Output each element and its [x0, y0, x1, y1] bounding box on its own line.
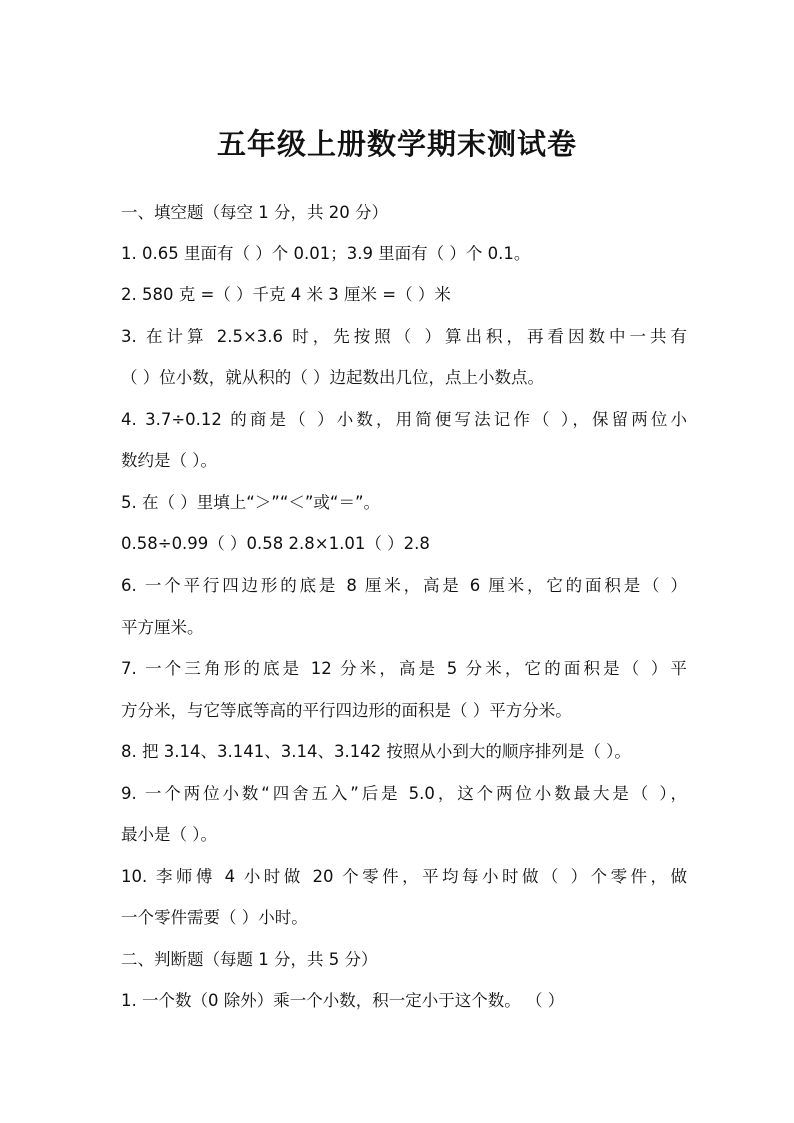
- question-line: 1. 0.65 里面有（ ）个 0.01；3.9 里面有（ ）个 0.1。: [121, 244, 531, 263]
- question-line-continued: 数约是（ ）。: [121, 451, 217, 470]
- question-line-continued: 平方厘米。: [121, 618, 204, 637]
- question-line: 1. 一个数（0 除外）乘一个小数，积一定小于这个数。 （ ）: [121, 991, 565, 1010]
- question-line: 2. 580 克 =（ ）千克 4 米 3 厘米 =（ ）米: [121, 285, 451, 304]
- question-line: 10. 李师傅 4 小时做 20 个零件，平均每小时做（ ）个零件，做: [121, 867, 687, 886]
- question-line: 0.58÷0.99（ ）0.58 2.8×1.01（ ）2.8: [121, 534, 430, 553]
- question-line: 9. 一个两位小数“四舍五入”后是 5.0，这个两位小数最大是（ ），: [121, 784, 687, 803]
- question-line: 4. 3.7÷0.12 的商是（ ）小数，用简便写法记作（ ），保留两位小: [121, 410, 687, 429]
- question-line: 7. 一个三角形的底是 12 分米，高是 5 分米，它的面积是（ ）平: [121, 659, 687, 678]
- question-line: 6. 一个平行四边形的底是 8 厘米，高是 6 厘米，它的面积是（ ）: [121, 576, 687, 595]
- question-line: 3. 在计算 2.5×3.6 时，先按照（ ）算出积，再看因数中一共有: [121, 327, 687, 346]
- question-line-continued: 最小是（ ）。: [121, 825, 217, 844]
- question-line-continued: （ ）位小数，就从积的（ ）边起数出几位，点上小数点。: [121, 368, 544, 387]
- section-heading-true-false: 二、判断题（每题 1 分，共 5 分）: [121, 950, 378, 969]
- question-line: 5. 在（ ）里填上“＞”“＜”或“＝”。: [121, 493, 381, 512]
- question-line-continued: 方分米，与它等底等高的平行四边形的面积是（ ）平方分米。: [121, 701, 572, 720]
- section-heading-fill-blank: 一、填空题（每空 1 分，共 20 分）: [121, 203, 388, 222]
- page-title: 五年级上册数学期末测试卷: [216, 127, 577, 161]
- question-line: 8. 把 3.14、3.141、3.14、3.142 按照从小到大的顺序排列是（ ）。: [121, 742, 631, 761]
- question-line-continued: 一个零件需要（ ）小时。: [121, 908, 308, 927]
